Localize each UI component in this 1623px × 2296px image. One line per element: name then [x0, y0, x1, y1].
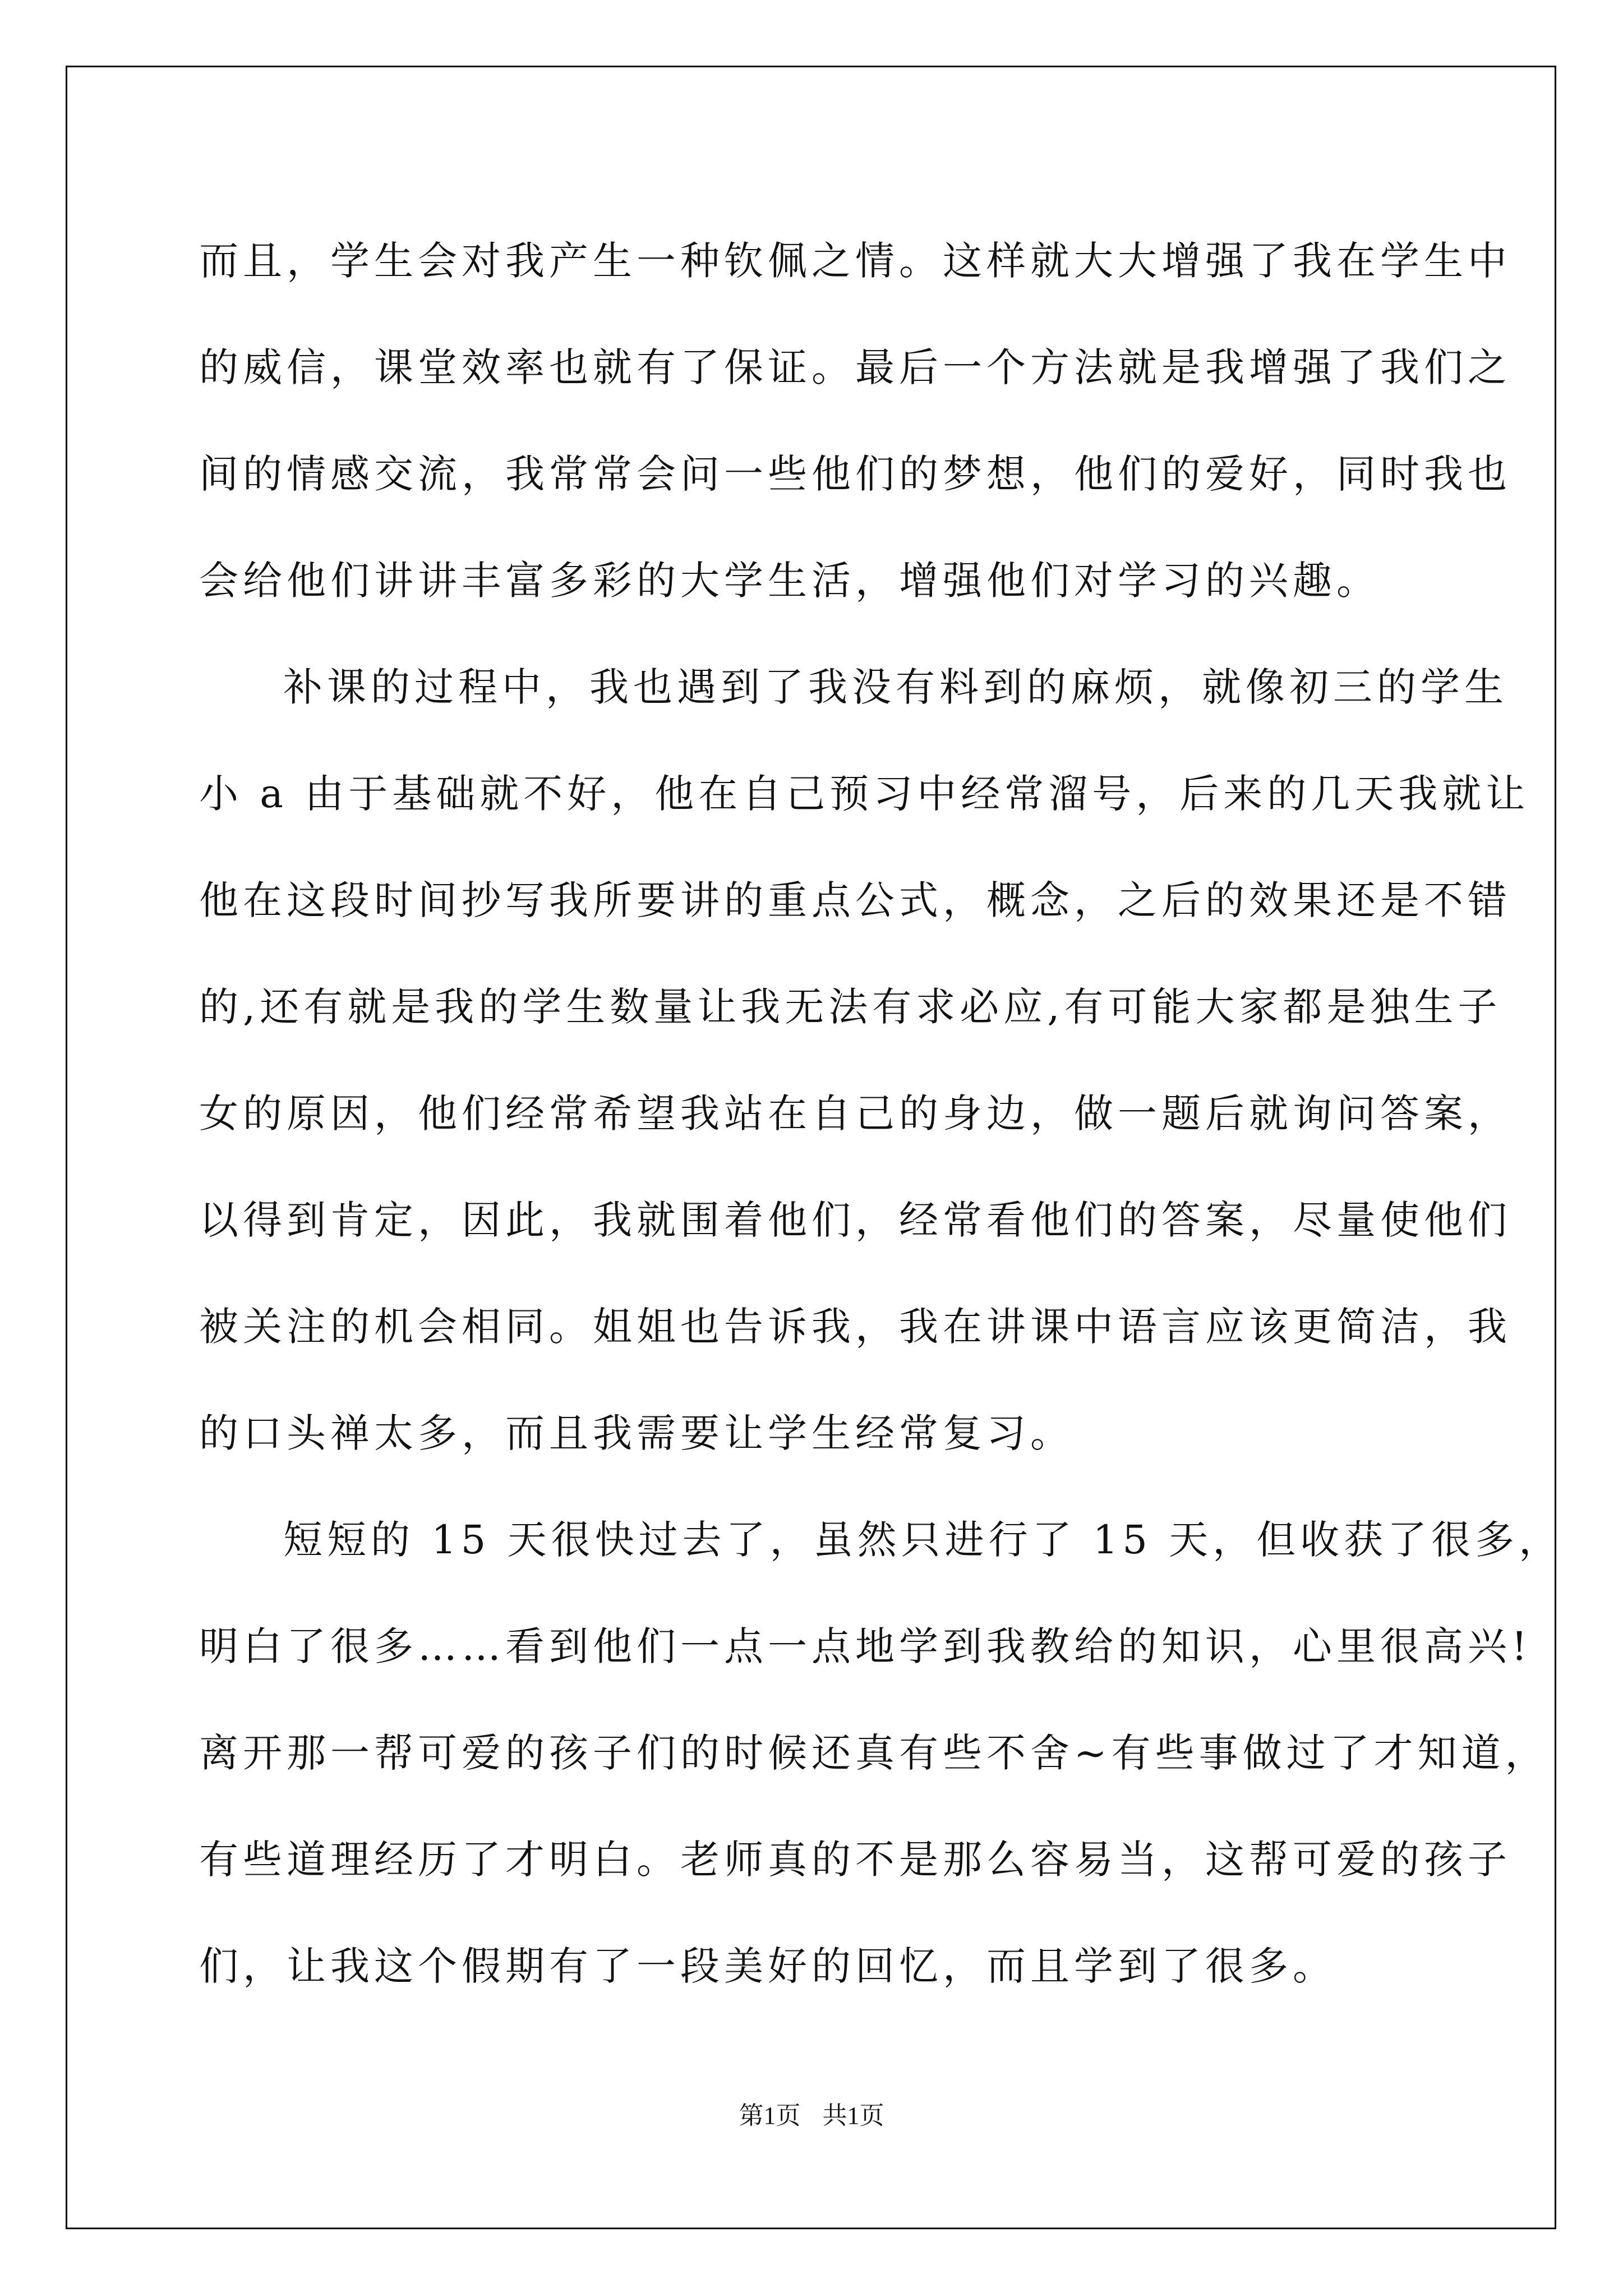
text-line: 的口头禅太多，而且我需要让学生经常复习。 — [199, 1410, 1074, 1456]
page-number: 第1页 — [739, 2102, 801, 2129]
text-line: 他在这段时间抄写我所要讲的重点公式，概念，之后的效果还是不错 — [199, 877, 1511, 923]
text-line: 们，让我这个假期有了一段美好的回忆，而且学到了很多。 — [199, 1943, 1336, 1989]
text-line: 被关注的机会相同。姐姐也告诉我，我在讲课中语言应该更简洁，我 — [199, 1304, 1511, 1350]
text-line: 的,还有就是我的学生数量让我无法有求必应,有可能大家都是独生子 — [199, 984, 1502, 1030]
text-line: 明白了很多……看到他们一点一点地学到我教给的知识，心里很高兴! — [199, 1623, 1532, 1669]
text-line: 而且，学生会对我产生一种钦佩之情。这样就大大增强了我在学生中 — [199, 238, 1511, 284]
page-footer — [0, 2095, 1623, 2131]
page-total: 共1页 — [822, 2102, 884, 2129]
text-line: 小 a 由于基础就不好，他在自己预习中经常溜号，后来的几天我就让 — [199, 771, 1530, 817]
text-line: 女的原因，他们经常希望我站在自己的身边，做一题后就询问答案， — [199, 1091, 1511, 1137]
document-body — [199, 208, 1563, 2019]
text-line: 短短的 15 天很快过去了，虽然只进行了 15 天，但收获了很多， — [283, 1517, 1563, 1563]
text-line: 离开那一帮可爱的孩子们的时候还真有些不舍~有些事做过了才知道， — [199, 1730, 1549, 1776]
text-line: 间的情感交流，我常常会问一些他们的梦想，他们的爱好，同时我也 — [199, 451, 1511, 497]
text-line: 会给他们讲讲丰富多彩的大学生活，增强他们对学习的兴趣。 — [199, 558, 1380, 604]
text-line: 补课的过程中，我也遇到了我没有料到的麻烦，就像初三的学生 — [283, 664, 1508, 710]
text-line: 的威信，课堂效率也就有了保证。最后一个方法就是我增强了我们之 — [199, 344, 1511, 390]
text-line: 以得到肯定，因此，我就围着他们，经常看他们的答案，尽量使他们 — [199, 1197, 1511, 1243]
text-line: 有些道理经历了才明白。老师真的不是那么容易当，这帮可爱的孩子 — [199, 1837, 1511, 1883]
